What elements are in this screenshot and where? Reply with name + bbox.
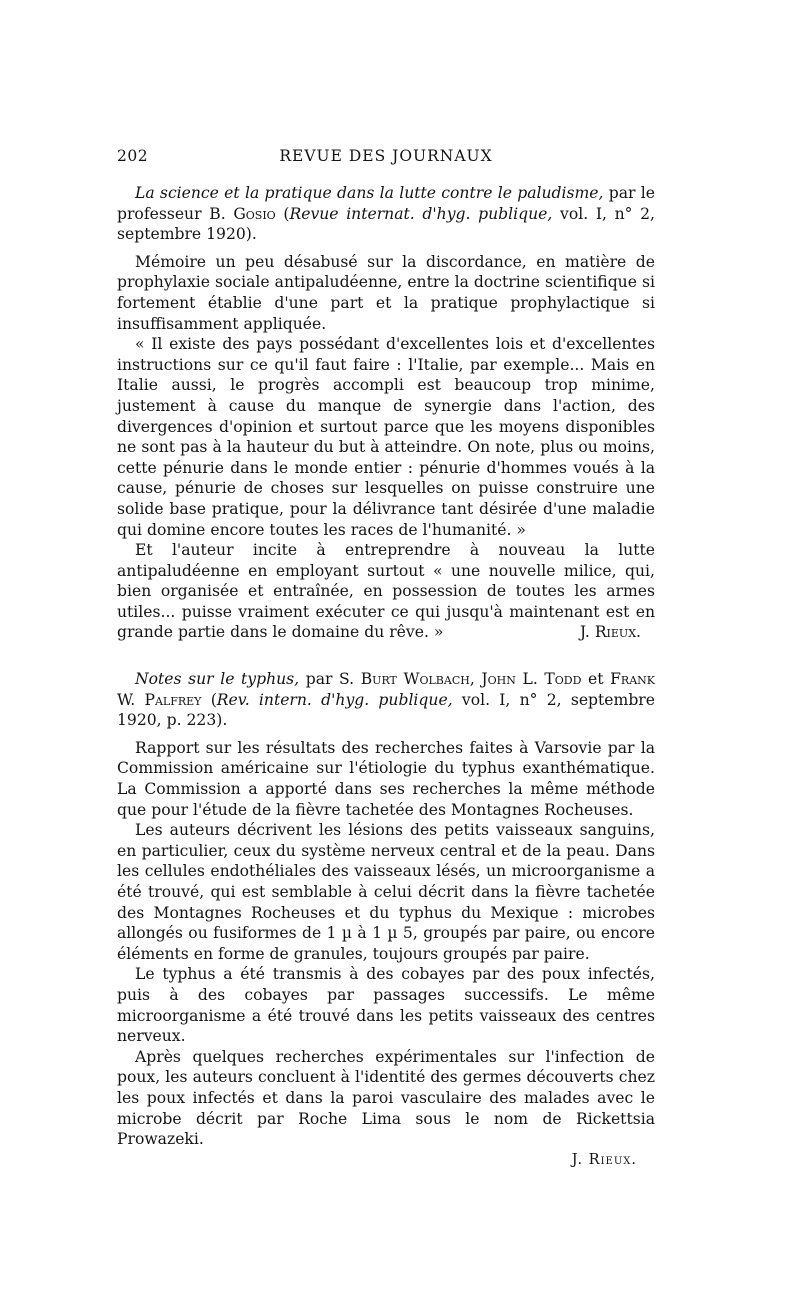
article-title: La science et la pratique dans la lutte contre le paludisme, bbox=[135, 184, 604, 202]
paragraph: Les auteurs décrivent les lésions des petits vaisseaux sanguins, en particulier, ceux du système nerveux central et de la peau. Dans les cellules endothéliales des vaisseaux lésés, un microorganisme a été trouvé, qui est semblable à celui décrit dans la fièvre tachetée des Montagnes Rocheuses et du typhus du Mexique : microbes allongés ou fusiformes de 1 µ à 1 µ 5, groupés par paire, ou encore éléments en forme de granules, toujours groupés par paire. bbox=[117, 821, 655, 963]
article-paludisme bbox=[117, 183, 655, 643]
article-source: Revue internat. d'hyg. publique, bbox=[289, 204, 553, 223]
paragraph: Mémoire un peu désabusé sur la discordance, en matière de prophylaxie sociale antipaludéenne, entre la doctrine scientifique si fortement établie d'une part et la pratique prophylactique si insuffisamment appliquée. bbox=[117, 252, 655, 333]
article-heading: La science et la pratique dans la lutte contre le paludisme, par le professeur B. Gosio (Revue internat. d'hyg. publique, vol. I, n° 2, septembre 1920). bbox=[117, 184, 656, 244]
paragraph: Après quelques recherches expérimentales sur l'infection de poux, les auteurs concluent à l'identité des germes découverts chez les poux infectés et dans la paroi vasculaire des malades avec le microbe décrit par Roche Lima sous le nom de Rickettsia Prowazeki. bbox=[117, 1047, 655, 1149]
page-number: 202 bbox=[117, 147, 149, 165]
article-title: Notes sur le typhus, bbox=[135, 670, 300, 689]
article-authors: S. Burt Wolbach, John L. Todd bbox=[339, 670, 582, 689]
running-title: REVUE DES JOURNAUX bbox=[279, 147, 493, 165]
paragraph: Et l'auteur incite à entreprendre à nouveau la lutte antipaludéenne en employant surtout « une nouvelle milice, qui, bien organisée et entraînée, en possession de toutes les armes utiles... puisse vraiment exécuter ce qui jusqu'à maintenant est en grande partie dans le domaine du rêve. » J. Rieux. bbox=[117, 541, 655, 642]
article-typhus bbox=[117, 669, 655, 1170]
signature: J. Rieux. bbox=[579, 623, 641, 642]
article-source: Rev. intern. d'hyg. publique, bbox=[216, 690, 453, 709]
paragraph: Le typhus a été transmis à des cobayes par des poux infectés, puis à des cobayes par passages successifs. Le même microorganisme a été trouvé dans les petits vaisseaux des centres nerveux. bbox=[117, 965, 655, 1046]
article-author-last: Frank W. Palfrey bbox=[117, 670, 655, 709]
paragraph: Rapport sur les résultats des recherches faites à Varsovie par la Commission américaine sur l'étiologie du typhus exanthématique. La Commission a apporté dans ses recherches la même méthode que pour l'étude de la fièvre tachetée des Montagnes Rocheuses. bbox=[117, 738, 655, 819]
article-author: B. Gosio bbox=[209, 204, 276, 223]
signature: J. Rieux. bbox=[571, 1151, 637, 1168]
running-header bbox=[117, 147, 655, 171]
journal-page bbox=[117, 147, 655, 1170]
article-heading: Notes sur le typhus, par S. Burt Wolbach, John L. Todd et Frank W. Palfrey (Rev. intern. d'hyg. publique, vol. I, n° 2, septembre 1920, p. 223). bbox=[117, 670, 655, 730]
paragraph: « Il existe des pays possédant d'excellentes lois et d'excellentes instructions sur ce qu'il faut faire : l'Italie, par exemple... Mais en Italie aussi, le progrès accompli est beaucoup trop minime, justement à cause du manque de synergie dans l'action, des divergences d'opinion et surtout parce que les moyens disponibles ne sont pas à la hauteur du but à atteindre. On note, plus ou moins, cette pénurie dans le monde entier : pénurie d'hommes voués à la cause, pénurie de choses sur lesquelles on puisse construire une solide base pratique, pour la délivrance tant désirée d'une maladie qui domine encore toutes les races de l'humanité. » bbox=[117, 335, 655, 539]
